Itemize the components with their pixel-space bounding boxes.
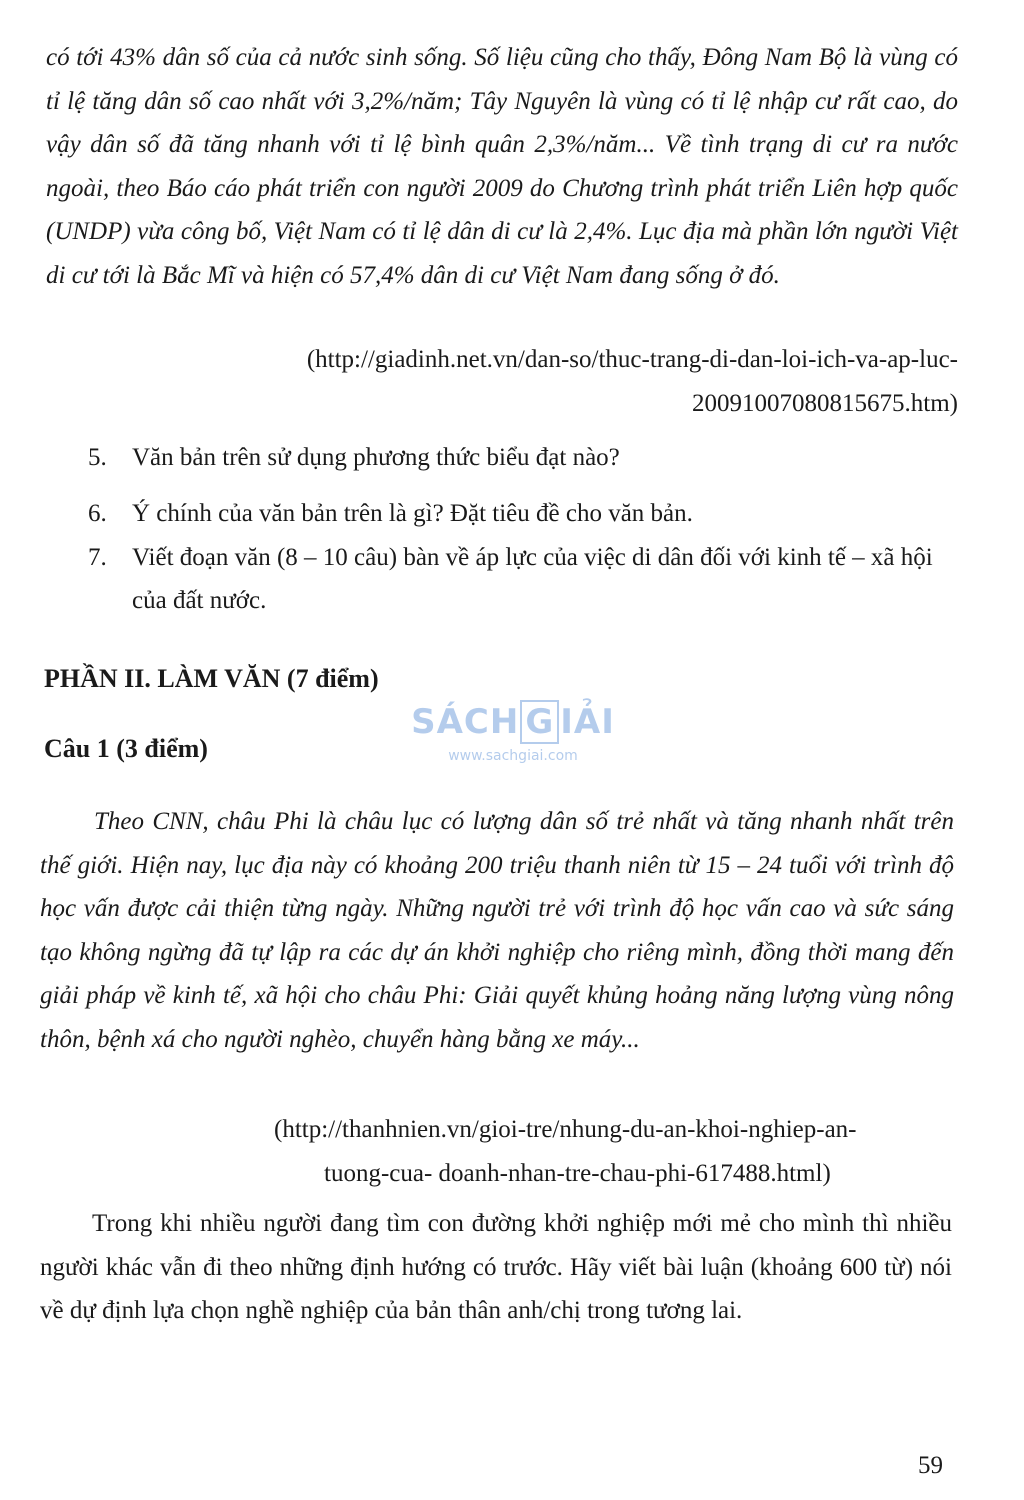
cau1-heading: Câu 1 (3 điểm) [44,734,208,763]
watermark [408,700,618,764]
section-heading: PHẦN II. LÀM VĂN (7 điểm) [44,664,379,693]
top-source-citation [200,338,958,425]
question-text: Văn bản trên sử dụng phương thức biểu đạt nào? [132,444,620,471]
watermark-logo: SÁCH G IẢI [411,702,615,742]
essay-prompt: Trong khi nhiều người đang tìm con đường khởi nghiệp mới mẻ cho mình thì nhiều người khác vẫn đi theo những định hướng có trước. Hãy viết bài luận (khoảng 600 từ) nói về dự định lựa chọn nghề nghiệp của bản thân anh/chị trong tương lai. [40,1210,952,1324]
question-7 [88,536,963,622]
cnn-source-citation [260,1108,908,1195]
watermark-url: www.sachgiai.com [448,748,578,764]
top-source-line1: (http://giadinh.net.vn/dan-so/thuc-trang-di-dan-loi-ich-va-ap-luc- [306,346,958,373]
question-number: 6. [88,500,107,527]
question-text: Viết đoạn văn (8 – 10 câu) bàn về áp lực của việc di dân đối với kinh tế – xã hội của đất nước. [132,544,933,614]
question-5 [88,436,963,479]
cnn-passage: Theo CNN, châu Phi là châu lục có lượng dân số trẻ nhất và tăng nhanh nhất trên thế giới. Hiện nay, lục địa này có khoảng 200 triệu thanh niên từ 15 – 24 tuổi với trình độ học vấn được cải thiện từng ngày. Những người trẻ với trình độ học vấn cao và sức sáng tạo không ngừng đã tự lập ra các dự án khởi nghiệp cho riêng mình, đồng thời mang đến giải pháp về kinh tế, xã hội cho châu Phi: Giải quyết khủng hoảng năng lượng vùng nông thôn, bệnh xá cho người nghèo, chuyển hàng bằng xe máy... [40,808,954,1053]
cnn-source-line2: tuong-cua- doanh-nhan-tre-chau-phi-617488.html) [324,1159,831,1187]
question-text: Ý chính của văn bản trên là gì? Đặt tiêu đề cho văn bản. [132,500,693,527]
cnn-source-line1: (http://thanhnien.vn/gioi-tre/nhung-du-an-khoi-nghiep-an- [274,1116,857,1143]
question-6 [88,492,963,535]
question-number: 5. [88,444,107,471]
page-number: 59 [918,1452,943,1479]
top-passage: có tới 43% dân số của cả nước sinh sống. Số liệu cũng cho thấy, Đông Nam Bộ là vùng có tỉ lệ tăng dân số cao nhất với 3,2%/năm; Tây Nguyên là vùng có tỉ lệ nhập cư rất cao, do vậy dân số đã tăng nhanh với tỉ lệ bình quân 2,3%/năm... Về tình trạng di cư ra nước ngoài, theo Báo cáo phát triển con người 2009 do Chương trình phát triển Liên hợp quốc (UNDP) vừa công bố, Việt Nam có tỉ lệ dân di cư là 2,4%. Lục địa mà phần lớn người Việt di cư tới là Bắc Mĩ và hiện có 57,4% dân di cư Việt Nam đang sống ở đó. [46,44,958,289]
question-number: 7. [88,544,107,571]
top-source-line2: 20091007080815675.htm) [692,389,958,417]
